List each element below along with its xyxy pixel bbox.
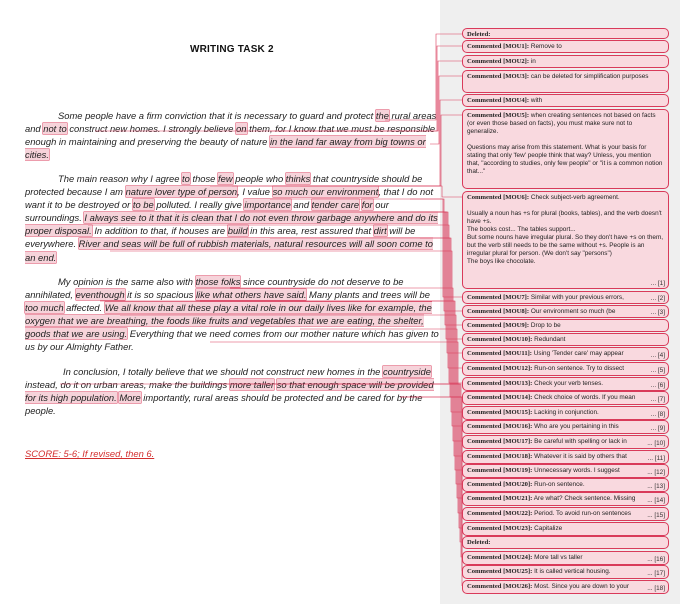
comment-continuation-marker[interactable]: ... [18] <box>647 585 665 592</box>
comment-balloon[interactable] <box>462 70 669 93</box>
comment-text: Unnecessary words. I suggest <box>532 467 620 474</box>
comment-balloon[interactable] <box>462 391 669 405</box>
comment-text: Similar with your previous errors, <box>529 294 624 301</box>
comment-label: Commented [MOU24]: <box>467 554 533 561</box>
comment-continuation-marker[interactable]: ... [16] <box>647 556 665 563</box>
comment-balloon[interactable] <box>462 377 669 391</box>
commented-text[interactable]: build <box>227 225 248 237</box>
comment-balloon[interactable] <box>462 580 669 594</box>
text-run: construct new homes. I strongly believe <box>66 123 237 135</box>
comment-text: Are what? Check sentence. Missing <box>532 495 636 502</box>
text-run: instead, do it on urban areas, make the buildings <box>25 379 230 391</box>
document-title: WRITING TASK 2 <box>190 44 274 55</box>
comment-continuation-marker[interactable]: ... [9] <box>650 425 665 432</box>
comment-balloon[interactable] <box>462 40 669 53</box>
comment-balloon[interactable] <box>462 450 669 464</box>
commented-text[interactable]: for <box>361 199 373 211</box>
commented-text[interactable]: in the land far away from big towns or cities. <box>25 136 426 161</box>
commented-text[interactable]: the <box>375 110 389 121</box>
comment-label: Commented [MOU4]: <box>467 97 530 104</box>
text-run: in this area, rest assured that <box>247 225 374 237</box>
comment-text: Capitalize <box>532 525 563 532</box>
deleted-balloon[interactable] <box>462 28 669 39</box>
text-run: since countryside do not deserve to be annihilated, <box>25 276 404 301</box>
comment-continuation-marker[interactable]: ... [1] <box>650 280 665 287</box>
comment-balloon[interactable] <box>462 551 669 565</box>
comment-continuation-marker[interactable]: ... [14] <box>647 497 665 504</box>
text-run: Everything that we need comes from our mother nature which has given to us by our Almighty Father. <box>25 328 439 353</box>
comment-label: Commented [MOU26]: <box>467 583 533 590</box>
comment-text: More tall vs taller <box>532 554 583 561</box>
comment-continuation-marker[interactable]: ... [5] <box>650 367 665 374</box>
comment-text: Most. Since you are down to your <box>532 583 629 590</box>
text-run: our surroundings. <box>25 199 389 224</box>
comment-label: Commented [MOU6]: <box>467 194 530 201</box>
commented-text[interactable]: so much our environment <box>272 186 379 198</box>
comment-label: Commented [MOU8]: <box>467 308 530 315</box>
text-run: polluted. I really give <box>153 199 245 211</box>
comment-label: Commented [MOU18]: <box>467 453 533 460</box>
comment-label: Commented [MOU22]: <box>467 510 533 517</box>
paragraph-4[interactable] <box>25 365 439 417</box>
commented-text[interactable]: on <box>236 123 247 135</box>
comment-text: Redundant <box>532 336 566 343</box>
text-run: , I value <box>237 186 273 198</box>
comment-label: Commented [MOU12]: <box>467 365 533 372</box>
comment-balloon[interactable] <box>462 435 669 449</box>
text-run: those <box>189 173 219 184</box>
comment-continuation-marker[interactable]: ... [13] <box>647 483 665 490</box>
commented-text[interactable]: eventhough <box>75 289 125 301</box>
text-run: In conclusion, I totally believe that we should not construct new homes in the <box>63 366 383 377</box>
commented-text[interactable]: tender care <box>311 199 360 211</box>
comment-text: It is called vertical housing. <box>532 568 611 575</box>
comment-text: Check subject-verb agreement. Usually a noun has +s for plural (books, tables), and the verb doesn't have +s. The books cost... The tables support... But some nouns have irregular plural. So they don't have +s on them, but the verb still needs to be the same without +s. People is an irregular plural for person. (We don't say "persons") The boys like chocolate. <box>467 194 664 265</box>
comment-label: Commented [MOU20]: <box>467 481 533 488</box>
comment-balloon[interactable] <box>462 362 669 376</box>
text-run: will be everywhere. <box>25 225 416 250</box>
comment-continuation-marker[interactable]: ... [3] <box>650 309 665 316</box>
comment-balloon[interactable] <box>462 420 669 434</box>
comment-label: Commented [MOU16]: <box>467 423 533 430</box>
comment-balloon[interactable] <box>462 478 669 492</box>
comment-text: Period. To avoid run-on sentences <box>532 510 632 517</box>
commented-text[interactable]: dirt <box>373 225 387 237</box>
comment-balloon[interactable] <box>462 109 669 189</box>
comment-text: Drop to be <box>529 322 561 329</box>
text-run: it is so spacious <box>124 289 196 301</box>
comment-continuation-marker[interactable]: ... [15] <box>647 512 665 519</box>
paragraph-2[interactable] <box>25 172 439 264</box>
comment-text: when creating sentences not based on facts (or even those based on facts), you must make sure not to generalize. Questions may arise from this statement. What is your basis for stating that only 'few' people think that way? Unless, you mention that, "according to studies, only few people" or "it is a common notion that..." <box>467 112 663 175</box>
comment-continuation-marker[interactable]: ... [11] <box>647 455 665 462</box>
text-run: and <box>290 199 312 211</box>
paragraph-3[interactable] <box>25 275 439 354</box>
commented-text[interactable]: few <box>218 173 233 184</box>
comment-text: in <box>529 58 536 65</box>
comment-balloon[interactable] <box>462 464 669 478</box>
comment-continuation-marker[interactable]: ... [10] <box>647 440 665 447</box>
commented-text[interactable]: to <box>182 173 190 184</box>
commented-text[interactable]: I always see to it that it is clean that I do not even throw garbage anywhere and do its proper disposal. <box>25 212 438 237</box>
comment-label: Commented [MOU15]: <box>467 409 533 416</box>
commented-text[interactable]: so that enough space will be provided for its high population. <box>25 379 434 404</box>
comment-text: Lacking in conjunction. <box>532 409 599 416</box>
text-run: The main reason why I agree <box>58 173 183 184</box>
comment-label: Commented [MOU25]: <box>467 568 533 575</box>
comment-label: Commented [MOU14]: <box>467 394 533 401</box>
comment-continuation-marker[interactable]: ... [2] <box>650 295 665 302</box>
commented-text[interactable]: countryside <box>382 366 431 377</box>
comment-balloon[interactable] <box>462 191 669 289</box>
commented-text[interactable]: like what others have said. <box>195 289 307 301</box>
text-run: In addition to that, if houses are <box>91 225 228 237</box>
comment-balloon[interactable] <box>462 565 669 579</box>
comment-text: Remove to <box>529 43 562 50</box>
commented-text[interactable]: those folks <box>195 276 241 287</box>
text-run: importantly, rural areas should be protected and be cared for by the people. <box>25 392 423 417</box>
comment-balloon[interactable] <box>462 522 669 536</box>
comment-continuation-marker[interactable]: ... [12] <box>647 469 665 476</box>
comment-label: Commented [MOU19]: <box>467 467 533 474</box>
text-run: My opinion is the same also with <box>58 276 196 287</box>
comment-label: Commented [MOU3]: <box>467 73 530 80</box>
comment-label: Commented [MOU1]: <box>467 43 530 50</box>
comment-continuation-marker[interactable]: ... [17] <box>647 570 665 577</box>
comment-text: Be careful with spelling or lack in <box>532 438 627 445</box>
score-text: SCORE: 5-6; If revised, then 6. <box>25 448 155 459</box>
commented-text[interactable]: not to <box>43 123 67 135</box>
comment-label: Commented [MOU9]: <box>467 322 530 329</box>
comment-label: Commented [MOU2]: <box>467 58 530 65</box>
commented-text[interactable]: more taller <box>229 379 275 391</box>
commented-text[interactable]: We all know that all these play a vital role in our daily lives like for example, the oxygen that we are breathing, the foods like fruits and vegetables that we are eating, the shelter, goods that we are using. <box>25 302 432 340</box>
comment-balloon[interactable] <box>462 319 669 332</box>
comment-text: Check your verb tenses. <box>532 380 604 387</box>
comment-text: Run-on sentence. Try to dissect <box>532 365 625 372</box>
commented-text[interactable]: to be <box>132 199 154 211</box>
comment-balloon[interactable] <box>462 55 669 68</box>
commented-text[interactable]: nature lover type of person <box>125 186 238 198</box>
comment-label: Commented [MOU5]: <box>467 112 530 119</box>
comment-balloon[interactable] <box>462 333 669 346</box>
comment-label: Deleted: <box>467 31 491 38</box>
comment-label: Commented [MOU7]: <box>467 294 530 301</box>
comment-continuation-marker[interactable]: ... [4] <box>650 352 665 359</box>
comment-label: Commented [MOU21]: <box>467 495 533 502</box>
comment-label: Deleted: <box>467 539 491 546</box>
text-run: Many plants and trees will be <box>306 289 430 301</box>
comment-balloon[interactable] <box>462 507 669 521</box>
commented-text[interactable]: River and seas will be full of rubbish materials, natural resources will all soon come to an end. <box>25 238 433 263</box>
comment-balloon[interactable] <box>462 406 669 420</box>
deleted-balloon[interactable] <box>462 536 669 549</box>
text-run: , that I do not want it to be destroyed or <box>25 186 434 211</box>
text-run: that countryside should be protected because I am <box>25 173 423 198</box>
comment-text: Our environment so much (be <box>529 308 616 315</box>
comment-label: Commented [MOU13]: <box>467 380 533 387</box>
comment-continuation-marker[interactable]: ... [7] <box>650 396 665 403</box>
comment-balloon[interactable] <box>462 347 669 361</box>
commented-text[interactable]: More <box>119 392 141 404</box>
commented-text[interactable]: importance <box>244 199 291 211</box>
comment-text: Who are you pertaining in this <box>532 423 619 430</box>
paragraph-1[interactable] <box>25 109 439 161</box>
comment-continuation-marker[interactable]: ... [8] <box>650 411 665 418</box>
comment-label: Commented [MOU23]: <box>467 525 533 532</box>
comment-text: can be deleted for simplification purposes <box>529 73 649 80</box>
text-run: them, for I know that we must be responsible enough in maintaining and preserving the beauty of nature <box>25 123 436 148</box>
comment-label: Commented [MOU17]: <box>467 438 533 445</box>
comment-balloon[interactable] <box>462 94 669 107</box>
comment-label: Commented [MOU11]: <box>467 350 533 357</box>
text-run: people who <box>232 173 286 184</box>
comment-balloon[interactable] <box>462 492 669 506</box>
comment-text: with <box>529 97 543 104</box>
text-run: affected. <box>63 302 105 314</box>
comment-balloon[interactable] <box>462 291 669 304</box>
comment-balloon[interactable] <box>462 305 669 318</box>
comment-text: Run-on sentence. <box>532 481 585 488</box>
comment-text: Whatever it is said by others that <box>532 453 627 460</box>
comment-text: Using 'Tender care' may appear <box>532 350 624 357</box>
commented-text[interactable]: too much <box>25 302 64 314</box>
comment-text: Check choice of words. If you mean <box>532 394 636 401</box>
commented-text[interactable]: thinks <box>285 173 311 184</box>
text-run: rural areas and <box>25 110 437 135</box>
comment-label: Commented [MOU10]: <box>467 336 533 343</box>
text-run: Some people have a firm conviction that it is necessary to guard and protect <box>58 110 376 121</box>
comment-continuation-marker[interactable]: ... [6] <box>650 382 665 389</box>
